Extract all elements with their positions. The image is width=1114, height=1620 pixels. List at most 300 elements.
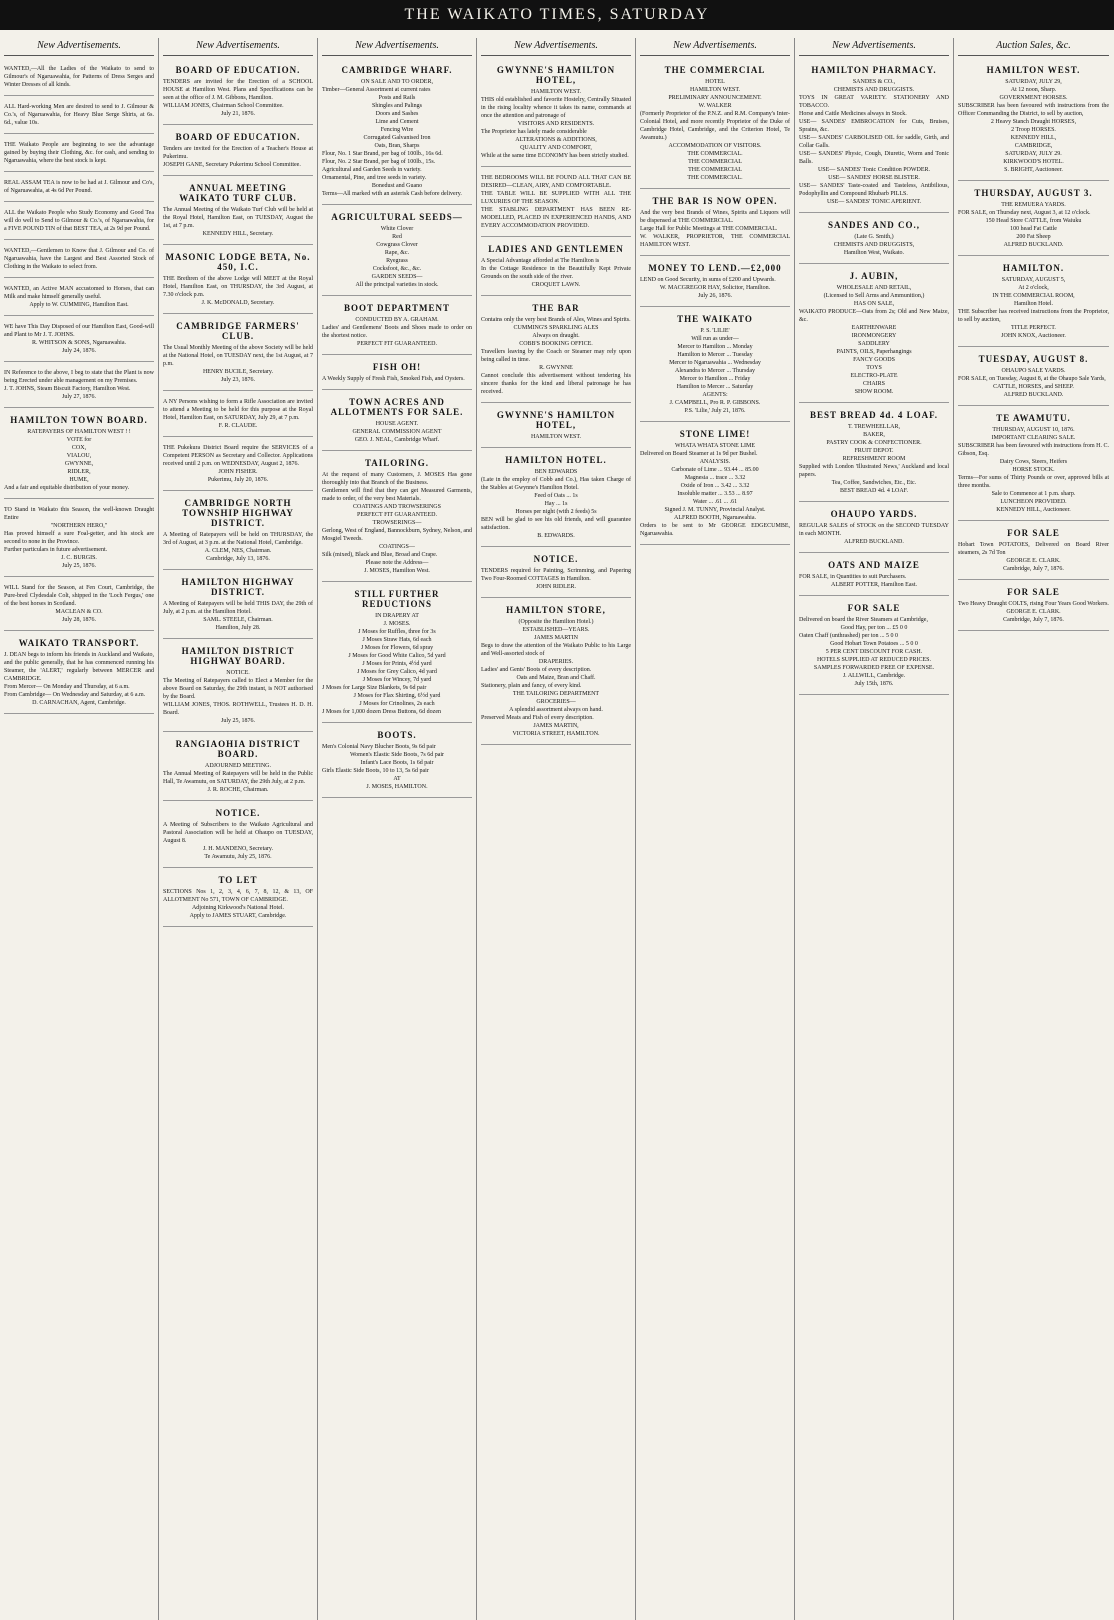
advertisement-text: Corrugated Galvanised Iron [363, 135, 431, 141]
advertisement-text: Tea, Coffee, Sandwiches, Etc., Etc. [831, 480, 917, 486]
advertisement-text: SANDES & CO., [852, 79, 896, 85]
advertisement-text: Delivered on Board Steamer at 1s 9d per Bushel. [640, 451, 758, 457]
advertisement-text: The Usual Monthly Meeting of the above Society will be held at the National Hotel, on TUESDAY next, the 1st August, at 7 p.m. [163, 345, 313, 367]
advertisement-text: WAIKATO PRODUCE—Oats from 2s; Old and New Maize, &c. [799, 309, 949, 323]
advertisement-text: Te Awamutu, July 25, 1876. [204, 854, 272, 860]
advertisement-text: THE Brethren of the above Lodge will MEET at the Royal Hotel, Hamilton East, on THURSDAY, the 3rd August, at 7.30 o'clock p.m. [163, 276, 313, 298]
advertisement [163, 395, 313, 437]
advertisement [163, 249, 313, 314]
advertisement-text: GWYNNE, [64, 461, 94, 467]
advertisement-text: A Weekly Supply of Fresh Fish, Smoked Fish, and Oysters. [322, 376, 465, 382]
advertisement-text: J. MOSES, Hamilton West. [364, 568, 430, 574]
advertisement-text: TITLE PERFECT. [1011, 325, 1056, 331]
advertisement [4, 635, 154, 714]
advertisement-title: CAMBRIDGE WHARF. [341, 65, 453, 75]
advertisement-text: Infant's Lace Boots, 1s 6d pair [360, 760, 434, 766]
advertisement-text: THE REMUERA YARDS. [1001, 202, 1066, 208]
advertisement-text: Flour, No. 1 Star Brand, per bag of 100lb., 16s 6d. [322, 151, 443, 157]
advertisement-text: J. T. JOHNS, Steam Biscuit Factory, Hamilton West. [4, 386, 131, 392]
advertisement-text: AT [393, 776, 401, 782]
advertisement-text: P. S. 'LILIE' [700, 328, 730, 334]
advertisement-title: TE AWAMUTU. [996, 413, 1071, 423]
advertisement-text: B. EDWARDS. [537, 533, 575, 539]
advertisement-title: HAMILTON WEST. [986, 65, 1081, 75]
advertisement-text: HOTELS SUPPLIED AT REDUCED PRICES. [816, 657, 932, 663]
advertisement-title: TUESDAY, AUGUST 8. [978, 354, 1089, 364]
advertisement-text: Apply to JAMES STUART, Cambridge. [189, 913, 287, 919]
advertisement-text: CONDUCTED BY A. GRAHAM. [355, 317, 439, 323]
advertisement-text: J Moses for Good White Calico, 5d yard [348, 653, 446, 659]
advertisement-text: Sale to Commence at 1 p.m. sharp. [991, 491, 1076, 497]
advertisement-text: THE Subscriber has received instructions from the Proprietor, to sell by auction, [958, 309, 1109, 323]
advertisement-title: HAMILTON HOTEL. [505, 455, 607, 465]
advertisement-text: Oaten Chaff (unthrashed) per ton ... 5 0 0 [799, 633, 899, 639]
advertisement-text: WILLIAM JONES, Chairman School Committee. [163, 103, 284, 109]
advertisement-text: VOTE for [66, 437, 92, 443]
advertisement-text: Hamilton to Mercer ... Saturday [676, 384, 754, 390]
advertisement-text: IN DRAPERY AT [375, 613, 419, 619]
advertisement-text: IMPORTANT CLEARING SALE. [991, 435, 1076, 441]
advertisement-title: CAMBRIDGE NORTH TOWNSHIP HIGHWAY DISTRICT. [182, 498, 294, 528]
advertisement-text: HUME, [69, 477, 89, 483]
advertisement-text: NOTICE. [226, 670, 250, 676]
advertisement-text: CUMMING'S SPARKLING ALES [513, 325, 599, 331]
advertisement-text: All the principal varieties in stock. [355, 282, 439, 288]
advertisement-text: Women's Elastic Side Boots, 7s 6d pair [349, 752, 445, 758]
advertisement-text: SAMPLES FORWARDED FREE OF EXPENSE. [813, 665, 935, 671]
advertisement-title: FOR SALE [847, 603, 901, 613]
advertisement-text: Gerlong, West of England, Bannockburn, Sydney, Nelson, and Mosgiel Tweeds. [322, 528, 472, 542]
advertisement-text: J. DEAN begs to inform his friends in Auckland and Waikato, and the public generally, that he has commenced running his Steamer, the 'ALERT,' regularly between MERCER and CAMBRIDGE. [4, 652, 154, 682]
advertisement-text: Cowgrass Clover [376, 242, 418, 248]
advertisement-text: VISITORS AND RESIDENTS. [517, 121, 595, 127]
advertisement-text: GEORGE E. CLARK. [1006, 609, 1061, 615]
advertisement-text: W. MACGREGOR HAY, Solicitor, Hamilton. [659, 285, 771, 291]
advertisement-text: J Moses for Ruffles, three for 3s [358, 629, 436, 635]
advertisement-text: Bonedust and Guano [371, 183, 423, 189]
advertisement [481, 407, 631, 448]
advertisement-text: A. CLEM, NES, Chairman. [204, 548, 272, 554]
advertisement-title: MONEY TO LEND.—£2,000 [648, 263, 782, 273]
advertisement [163, 872, 313, 927]
advertisement-text: SHOW ROOM. [854, 389, 894, 395]
advertisement-text: Cannot conclude this advertisement without tendering his sincere thanks for the kind and liberal patronage he has received. [481, 373, 631, 395]
advertisement-text: 150 Head Store CATTLE, from Waiuku [985, 218, 1082, 224]
advertisement-text: GEORGE E. CLARK. [1006, 558, 1061, 564]
advertisement-text: July 21, 1876. [220, 111, 255, 117]
advertisement-text: Stationery, plain and fancy, of every kind. [481, 683, 582, 689]
advertisement-title: FOR SALE [1007, 587, 1060, 597]
advertisement-text: SATURDAY, AUGUST 5, [1001, 277, 1066, 283]
advertisement [799, 217, 949, 264]
advertisement-text: J. R. ROCHE, Chairman. [207, 787, 269, 793]
advertisement-text: (Licensed to Sell Arms and Ammunition,) [823, 293, 925, 299]
advertisement-text: RATEPAYERS OF HAMILTON WEST ! ! [27, 429, 131, 435]
advertisement [958, 410, 1109, 521]
advertisement-text: Insoluble matter ... 3.53 ... 8.97 [677, 491, 753, 497]
advertisement-text: THE TAILORING DEPARTMENT [512, 691, 600, 697]
advertisement-text: J Moses for Flowers, 6d spray [360, 645, 434, 651]
newspaper-column [477, 38, 636, 1620]
column-header: New Advertisements. [322, 38, 472, 56]
advertisement-text: And a fair and equitable distribution of your money. [4, 485, 130, 491]
advertisement-text: REFRESHMENT ROOM [842, 456, 906, 462]
advertisement-text: TENDERS are invited for the Erection of a SCHOOL HOUSE at Hamilton West. Plans and Specifications can be seen at the office of J. M. Gibbons, Hamilton. [163, 79, 313, 101]
advertisement-text: Orders to be sent to Mr GEORGE EDGECUMBE, Ngaruawahia. [640, 523, 790, 537]
advertisement-text: TO Stand in Waikato this Season, the well-known Draught Entire [4, 507, 154, 521]
advertisement-title: BOOTS. [377, 730, 417, 740]
advertisement-text: Cambridge, July 7, 1876. [1003, 617, 1064, 623]
advertisement-text: Two Heavy Draught COLTS, rising Four Years Good Workers. [958, 601, 1109, 607]
advertisement-text: Ornamental, Pine, and tree seeds in variety. [322, 175, 427, 181]
advertisement-text: WHOLESALE AND RETAIL, [836, 285, 912, 291]
advertisement-text: 2 Heavy Stanch Draught HORSES, [990, 119, 1077, 125]
advertisement-text: SATURDAY, JULY 29, [1005, 79, 1062, 85]
advertisement-title: TAILORING. [364, 458, 430, 468]
advertisement-text: Fencing Wire [380, 127, 414, 133]
advertisement-title: TO LET [218, 875, 258, 885]
advertisement-text: HAMILTON WEST. [530, 434, 582, 440]
advertisement-text: Hamilton West, Waikato. [843, 250, 905, 256]
advertisement-text: From Mercer— On Monday and Thursday, at 6 a.m. [4, 684, 130, 690]
advertisement [640, 260, 790, 307]
advertisement-text: JOSEPH GANE, Secretary Pukerimu School Committee. [163, 162, 301, 168]
advertisement-text: KENNEDY HILL, Auctioneer. [996, 507, 1071, 513]
advertisement-text: July 23, 1876. [220, 377, 255, 383]
advertisement [163, 441, 313, 491]
advertisement [799, 62, 949, 213]
advertisement-text: J Moses for Grey Calico, 4d yard [357, 669, 437, 675]
newspaper-column [159, 38, 318, 1620]
advertisement-text: Mercer to Ngaruawahia ... Wednesday [669, 360, 761, 366]
advertisement-title: BEST BREAD 4d. 4 LOAF. [809, 410, 939, 420]
advertisement-text: ESTABLISHED—YEARS. [522, 627, 590, 633]
advertisement-text: The Annual Meeting of Ratepayers will be held in the Public Hall, Te Awamutu, on SATURDAY, the 29th July, at 2 p.m. [163, 771, 313, 785]
advertisement-text: WANTED,—Gentlemen to Know that J. Gilmour and Co. of Ngaruawahia, have the Largest and Best Assorted Stock of Clothing in the Waikato to select from. [4, 248, 154, 270]
advertisement-text: JAMES MARTIN [534, 635, 578, 641]
column-header: New Advertisements. [163, 38, 313, 56]
advertisement-text: IN Reference to the above, I beg to state that the Plant is now being Erected under able management on my Premises. [4, 370, 154, 384]
advertisement-text: Contains only the very best Brands of Ales, Wines and Spirits. [481, 317, 631, 323]
advertisement-text: SAML. STEELE, Chairman. [203, 617, 273, 623]
advertisement-text: S. BRIGHT, Auctioneer. [1004, 167, 1063, 173]
advertisement-text: 100 head Fat Cattle [1010, 226, 1057, 232]
advertisement-text: DRAPERIES. [538, 659, 574, 665]
advertisement-text: Silk (mixed), Black and Blue, Broad and Crape. [322, 552, 438, 558]
advertisement-text: White Clover [380, 226, 414, 232]
advertisement-text: ANALYSIS. [699, 459, 731, 465]
advertisement-text: THE COMMERCIAL [688, 159, 742, 165]
advertisement-title: NOTICE. [533, 554, 579, 564]
advertisement-text: THE COMMERCIAL. [687, 175, 743, 181]
advertisement-text: Hamilton, July 28. [215, 625, 261, 631]
advertisement-text: CATTLE, HORSES, and SHEEP. [993, 384, 1074, 390]
advertisement [799, 600, 949, 695]
advertisement-text: Carbonate of Lime ... 93.44 ... 85.00 [671, 467, 759, 473]
advertisement [163, 805, 313, 868]
advertisement-title: HAMILTON PHARMACY. [811, 65, 937, 75]
advertisement-text: Ladies' and Gentlemens' Boots and Shoes made to order on the shortest notice. [322, 325, 472, 339]
advertisement-text: J Moses for 1,000 dozen Dress Buttons, 6d dozen [322, 709, 441, 715]
advertisement-text: Has proved himself a sure Foal-getter, and his stock are second to none in the Province. [4, 531, 154, 545]
advertisement-text: J. ALLWILL, Cambridge. [842, 673, 906, 679]
advertisement [799, 557, 949, 596]
advertisement [4, 581, 154, 631]
advertisement-text: CROQUET LAWN. [531, 282, 581, 288]
advertisement-text: Alexandra to Mercer ... Thursday [674, 368, 756, 374]
advertisement-text: SATURDAY, JULY 29. [1005, 151, 1062, 157]
advertisement-text: HOTEL [705, 79, 725, 85]
advertisement-text: WILLIAM JONES, THOS. ROTHWELL, Trustees H. D. H. Board. [163, 702, 313, 716]
advertisement [4, 206, 154, 240]
advertisement-text: ALFRED BUCKLAND. [1003, 392, 1064, 398]
advertisement-text: While at the same time ECONOMY has been strictly studied. [481, 153, 629, 159]
advertisement-title: STILL FURTHER REDUCTIONS [354, 589, 440, 609]
advertisement-text: BAKER, [863, 432, 885, 438]
advertisement [640, 193, 790, 256]
advertisement-text: Ladies' and Gents' Boots of every description. [481, 667, 592, 673]
advertisement-text: FOR SALE, in Quantities to suit Purchasers. [799, 574, 907, 580]
advertisement [4, 503, 154, 577]
advertisement-text: USE— SANDES' CARBOLISED OIL for saddle, Girth, and Collar Galls. [799, 135, 949, 149]
advertisement-text: GEO. J. NEAL, Cambridge Wharf. [354, 437, 440, 443]
advertisement [4, 366, 154, 408]
advertisement-text: KENNEDY HILL, [1010, 135, 1057, 141]
advertisement-text: Horses per night (with 2 feeds) 5s [515, 509, 597, 515]
advertisement-text: From Cambridge— On Wednesday and Saturday, at 6 a.m. [4, 692, 146, 698]
column-header: New Advertisements. [640, 38, 790, 56]
advertisement-text: Hobart Town POTATOES, Delivered on Board River steamers, 2s 7d Ton [958, 542, 1109, 556]
advertisement [4, 412, 154, 499]
advertisement [4, 176, 154, 202]
advertisement [322, 586, 472, 723]
advertisement [481, 452, 631, 547]
advertisement-text: ALTERATIONS & ADDITIONS, [515, 137, 597, 143]
advertisement-text: Posts and Rails [378, 95, 416, 101]
advertisement-text: Apply to W. CUMMING, Hamilton East. [29, 302, 129, 308]
advertisement [481, 241, 631, 296]
advertisement-text: TROWSERINGS— [372, 520, 422, 526]
newspaper-masthead: THE WAIKATO TIMES, SATURDAY [0, 0, 1114, 30]
advertisement-text: VIALOU, [66, 453, 92, 459]
newspaper-column [795, 38, 954, 1620]
advertisement-title: FISH OH! [372, 362, 422, 372]
advertisement-text: THE TABLE WILL BE SUPPLIED WITH ALL THE LUXURIES OF THE SEASON. [481, 191, 631, 205]
advertisement-text: ALL the Waikato People who Study Economy and Good Tea will do well to Send to Gilmour & Co.'s, of Ngaruawahia, for a FIVE POUND TIN of that BEST TEA, at 2s 9d per Pound. [4, 210, 154, 232]
advertisement-title: NOTICE. [215, 808, 261, 818]
advertisement-text: HORSE STOCK. [1012, 467, 1055, 473]
advertisement-text: J. C. BURGIS. [61, 555, 97, 561]
advertisement-text: R. WHITSON & SONS, Ngaruawahia. [31, 340, 127, 346]
advertisement-text: Signed J. M. TUNNY, Provincial Analyst. [664, 507, 766, 513]
advertisement-text: CHAIRS [862, 381, 885, 387]
advertisement-text: MACLEAN & CO. [55, 609, 103, 615]
advertisement [640, 426, 790, 545]
advertisement-text: Ryegrass [386, 258, 408, 264]
advertisement [4, 138, 154, 172]
advertisement-text: VICTORIA STREET, HAMILTON. [512, 731, 600, 737]
newspaper-column [636, 38, 795, 1620]
advertisement-text: COATINGS— [379, 544, 415, 550]
advertisement-text: A Meeting of Ratepayers will be held on THURSDAY, the 3rd of August, at 3 p.m. at the National Hotel, Cambridge. [163, 532, 313, 546]
advertisement-title: MASONIC LODGE BETA, No. 450, I.C. [165, 252, 311, 272]
advertisement-title: ANNUAL MEETING WAIKATO TURF CLUB. [179, 183, 297, 203]
advertisement-title: GWYNNE'S HAMILTON HOTEL, [496, 410, 616, 430]
advertisement [163, 643, 313, 732]
advertisement [4, 100, 154, 134]
advertisement-text: COX, [71, 445, 87, 451]
advertisement [958, 260, 1109, 347]
advertisement [322, 359, 472, 390]
advertisement-title: HAMILTON. [1002, 263, 1065, 273]
advertisement-text: KIRKWOOD'S HOTEL. [1003, 159, 1064, 165]
newspaper-column [318, 38, 477, 1620]
advertisement-title: THE WAIKATO [677, 314, 753, 324]
advertisement-text: W. WALKER, PROPRIETOR, THE COMMERCIAL HAMILTON WEST. [640, 234, 790, 248]
advertisement-text: TOYS [866, 365, 882, 371]
advertisement-text: BEN EDWARDS [534, 469, 578, 475]
advertisement-text: J. CAMPBELL, Pro R. P. GIBBONS. [669, 400, 761, 406]
advertisement-text: WANTED, an Active MAN accustomed to Horses, that can Milk and make himself generally useful. [4, 286, 154, 300]
advertisement-text: Hamilton Hotel. [1014, 301, 1053, 307]
advertisement-text: THE COMMERCIAL. [687, 151, 743, 157]
advertisement-title: OATS AND MAIZE [828, 560, 920, 570]
advertisement-text: HAMILTON WEST. [530, 89, 582, 95]
advertisement [481, 300, 631, 403]
advertisement-text: J Moses for Flax Shirting, 6½d yard [353, 693, 441, 699]
advertisement-text: USE— SANDES' Taste-coated and Tasteless, Antibilious, Podophyllin and Compound Rhubarb PILLS. [799, 183, 949, 197]
advertisement-title: SANDES AND CO., [827, 220, 920, 230]
advertisement-text: Adjoining Kirkwood's National Hotel. [191, 905, 285, 911]
advertisement [163, 62, 313, 125]
advertisement-text: PASTRY COOK & CONFECTIONER. [826, 440, 922, 446]
advertisement-text: ACCOMMODATION OF VISITORS. [668, 143, 762, 149]
advertisement-text: Hay ... 1s [544, 501, 568, 507]
advertisement-text: A Meeting of Ratepayers will be held THIS DAY, the 29th of July, at 2 p.m. at the Hamilton Hotel. [163, 601, 313, 615]
advertisement-text: GARDEN SEEDS— [371, 274, 423, 280]
advertisement-text: J Moses for Wincey, 7d yard [362, 677, 432, 683]
advertisement-title: HAMILTON HIGHWAY DISTRICT. [181, 577, 295, 597]
advertisement-text: A NY Persons wishing to form a Rifle Association are invited to attend a Meeting to be held for this purpose at the Royal Hotel, Hamilton East, on SATURDAY, July 29, at 7 p.m. [163, 399, 313, 421]
advertisement-text: T. TREWHEELLAR, [848, 424, 900, 430]
column-header: New Advertisements. [481, 38, 631, 56]
advertisement-text: Always on draught. [532, 333, 580, 339]
advertisement-text: FANCY GOODS [853, 357, 895, 363]
advertisement-title: OHAUPO YARDS. [830, 509, 918, 519]
advertisement-title: WAIKATO TRANSPORT. [18, 638, 140, 648]
advertisement-text: ALL Hard-working Men are desired to send to J. Gilmour & Co.'s, of Ngaruawahia, for Heavy Blue Serge Shirts, at 6s. 6d., value 10s. [4, 104, 154, 126]
advertisement [481, 171, 631, 237]
advertisement-text: Feed of Oats ... 1s [534, 493, 578, 499]
advertisement-text: Terms—For sums of Thirty Pounds or over, approved bills at three months. [958, 475, 1109, 489]
advertisement-text: USE— SANDES' HORSE BLISTER. [828, 175, 920, 181]
advertisement-text: THE Pukekura District Board require the SERVICES of a Competent PERSON as Secretary and Collector. Applications received until 2 p.m. on WEDNESDAY, August 2, 1876. [163, 445, 313, 467]
advertisement-text: Delivered on board the River Steamers at Cambridge, [799, 617, 928, 623]
advertisement-text: D. CARNACHAN, Agent, Cambridge. [32, 700, 126, 706]
advertisement-text: CAMBRIDGE, [1014, 143, 1053, 149]
advertisement-text: J Moses for Prints, 4½d yard [362, 661, 432, 667]
advertisement-text: J Moses Straw Hats, 6d each [362, 637, 432, 643]
advertisement-text: BEN will be glad to see his old friends, and will guarantee satisfaction. [481, 517, 631, 531]
advertisement [958, 351, 1109, 406]
column-header: New Advertisements. [4, 38, 154, 56]
advertisement-text: THE COMMERCIAL [688, 167, 742, 173]
advertisement-text: (Late in the employ of Cobb and Co.), Has taken Charge of the Stables at Gwynne's Hamilton Hotel. [481, 477, 631, 491]
advertisement-text: ALFRED BOOTH, Ngaruawahia. [674, 515, 756, 521]
advertisement-text: COBB'S BOOKING OFFICE. [519, 341, 593, 347]
advertisement [322, 455, 472, 582]
advertisement-title: THE COMMERCIAL [664, 65, 766, 75]
advertisement-text: (Opposite the Hamilton Hotel.) [518, 619, 594, 625]
advertisement [322, 62, 472, 205]
advertisement-text: Dairy Cows, Steers, Heifers [999, 459, 1068, 465]
advertisement-text: Horse and Cattle Medicines always in Stock. [799, 111, 907, 117]
advertisement [958, 584, 1109, 631]
advertisement-text: FOR SALE, on Thursday next, August 3, at 12 o'clock. [958, 210, 1091, 216]
advertisement-text: Cambridge, July 7, 1876. [1003, 566, 1064, 572]
advertisement-text: BEST BREAD 4d. 4 LOAF. [839, 488, 909, 494]
advertisement-text: Agricultural and Garden Seeds in variety. [322, 167, 422, 173]
advertisement-title: CAMBRIDGE FARMERS' CLUB. [176, 321, 300, 341]
advertisement-text: THE STABLING DEPARTMENT HAS BEEN RE-MODELLED, PLACED IN EXPERIENCED HANDS, AND EVERY ACCOMMODATION PROVIDED. [481, 207, 631, 229]
advertisement-text: July 25, 1876. [220, 718, 255, 724]
advertisement [163, 129, 313, 176]
newspaper-column [0, 38, 159, 1620]
advertisement-text: J. H. MANDENO, Secretary. [202, 846, 274, 852]
advertisement-text: CHEMISTS AND DRUGGISTS. [833, 87, 915, 93]
advertisement-text: SUBSCRIBER has been favoured with instructions from the Officer Commanding the District, to sell by auction, [958, 103, 1109, 117]
advertisement-text: J. MOSES, HAMILTON. [366, 784, 428, 790]
advertisement-text: Good Hay, per ton ... £5 0 0 [840, 625, 908, 631]
advertisement [958, 62, 1109, 181]
advertisement-title: AGRICULTURAL SEEDS— [331, 212, 463, 222]
advertisement-text: July 27, 1876. [61, 394, 96, 400]
advertisement-text: The Proprietor has lately made considerable [481, 129, 587, 135]
advertisement-text: ALBERT POTTER, Hamilton East. [830, 582, 918, 588]
advertisement-text: USE— SANDES' Physic, Cough, Diuretic, Worm and Tonic Balls. [799, 151, 949, 165]
advertisement-text: A Special Advantage afforded at The Hamilton is [481, 258, 600, 264]
advertisement-text: HENRY BUCILE, Secretary. [202, 369, 274, 375]
advertisement-text: PRELIMINARY ANNOUNCEMENT. [668, 95, 762, 101]
advertisement-text: Oats, Bran, Sharps [374, 143, 420, 149]
advertisement [4, 282, 154, 316]
advertisement-text: Preserved Meats and Fish of every description. [481, 715, 594, 721]
advertisement-text: JAMES MARTIN, [533, 723, 579, 729]
advertisement-text: LUNCHEON PROVIDED. [1000, 499, 1067, 505]
advertisement-text: Shingles and Palings [371, 103, 422, 109]
advertisement-text: FRUIT DEPOT. [854, 448, 894, 454]
advertisement [481, 62, 631, 167]
advertisement-text: ELECTRO-PLATE [850, 373, 898, 379]
newspaper-columns [0, 38, 1114, 1620]
advertisement-text: Red [392, 234, 402, 240]
advertisement-text: July 24, 1876. [61, 348, 96, 354]
advertisement-title: THE BAR IS NOW OPEN. [652, 196, 778, 206]
advertisement-text: A splendid assortment always on hand. [509, 707, 603, 713]
advertisement [799, 506, 949, 553]
advertisement-title: BOARD OF EDUCATION. [175, 65, 301, 75]
advertisement-text: Doors and Sashes [375, 111, 419, 117]
advertisement-text: Magnesia ... trace ... 3.32 [684, 475, 746, 481]
advertisement-text: USE— SANDES' Tonic Condition POWDER. [817, 167, 931, 173]
advertisement-text: WILL Stand for the Season, at Fen Court, Cambridge, the Pure-bred Clydesdale Colt, shipped in the 'Loch Fergus,' one of the best horses in Scotland. [4, 585, 154, 607]
advertisement [958, 185, 1109, 256]
advertisement-text: OHAUPO SALE YARDS. [1001, 368, 1066, 374]
advertisement-text: FOR SALE, on Tuesday, August 8, at the Ohaupo Sale Yards, [958, 376, 1106, 382]
advertisement [799, 407, 949, 502]
advertisement-text: ALFRED BUCKLAND. [844, 539, 904, 545]
advertisement-text: SADDLERY [858, 341, 890, 347]
